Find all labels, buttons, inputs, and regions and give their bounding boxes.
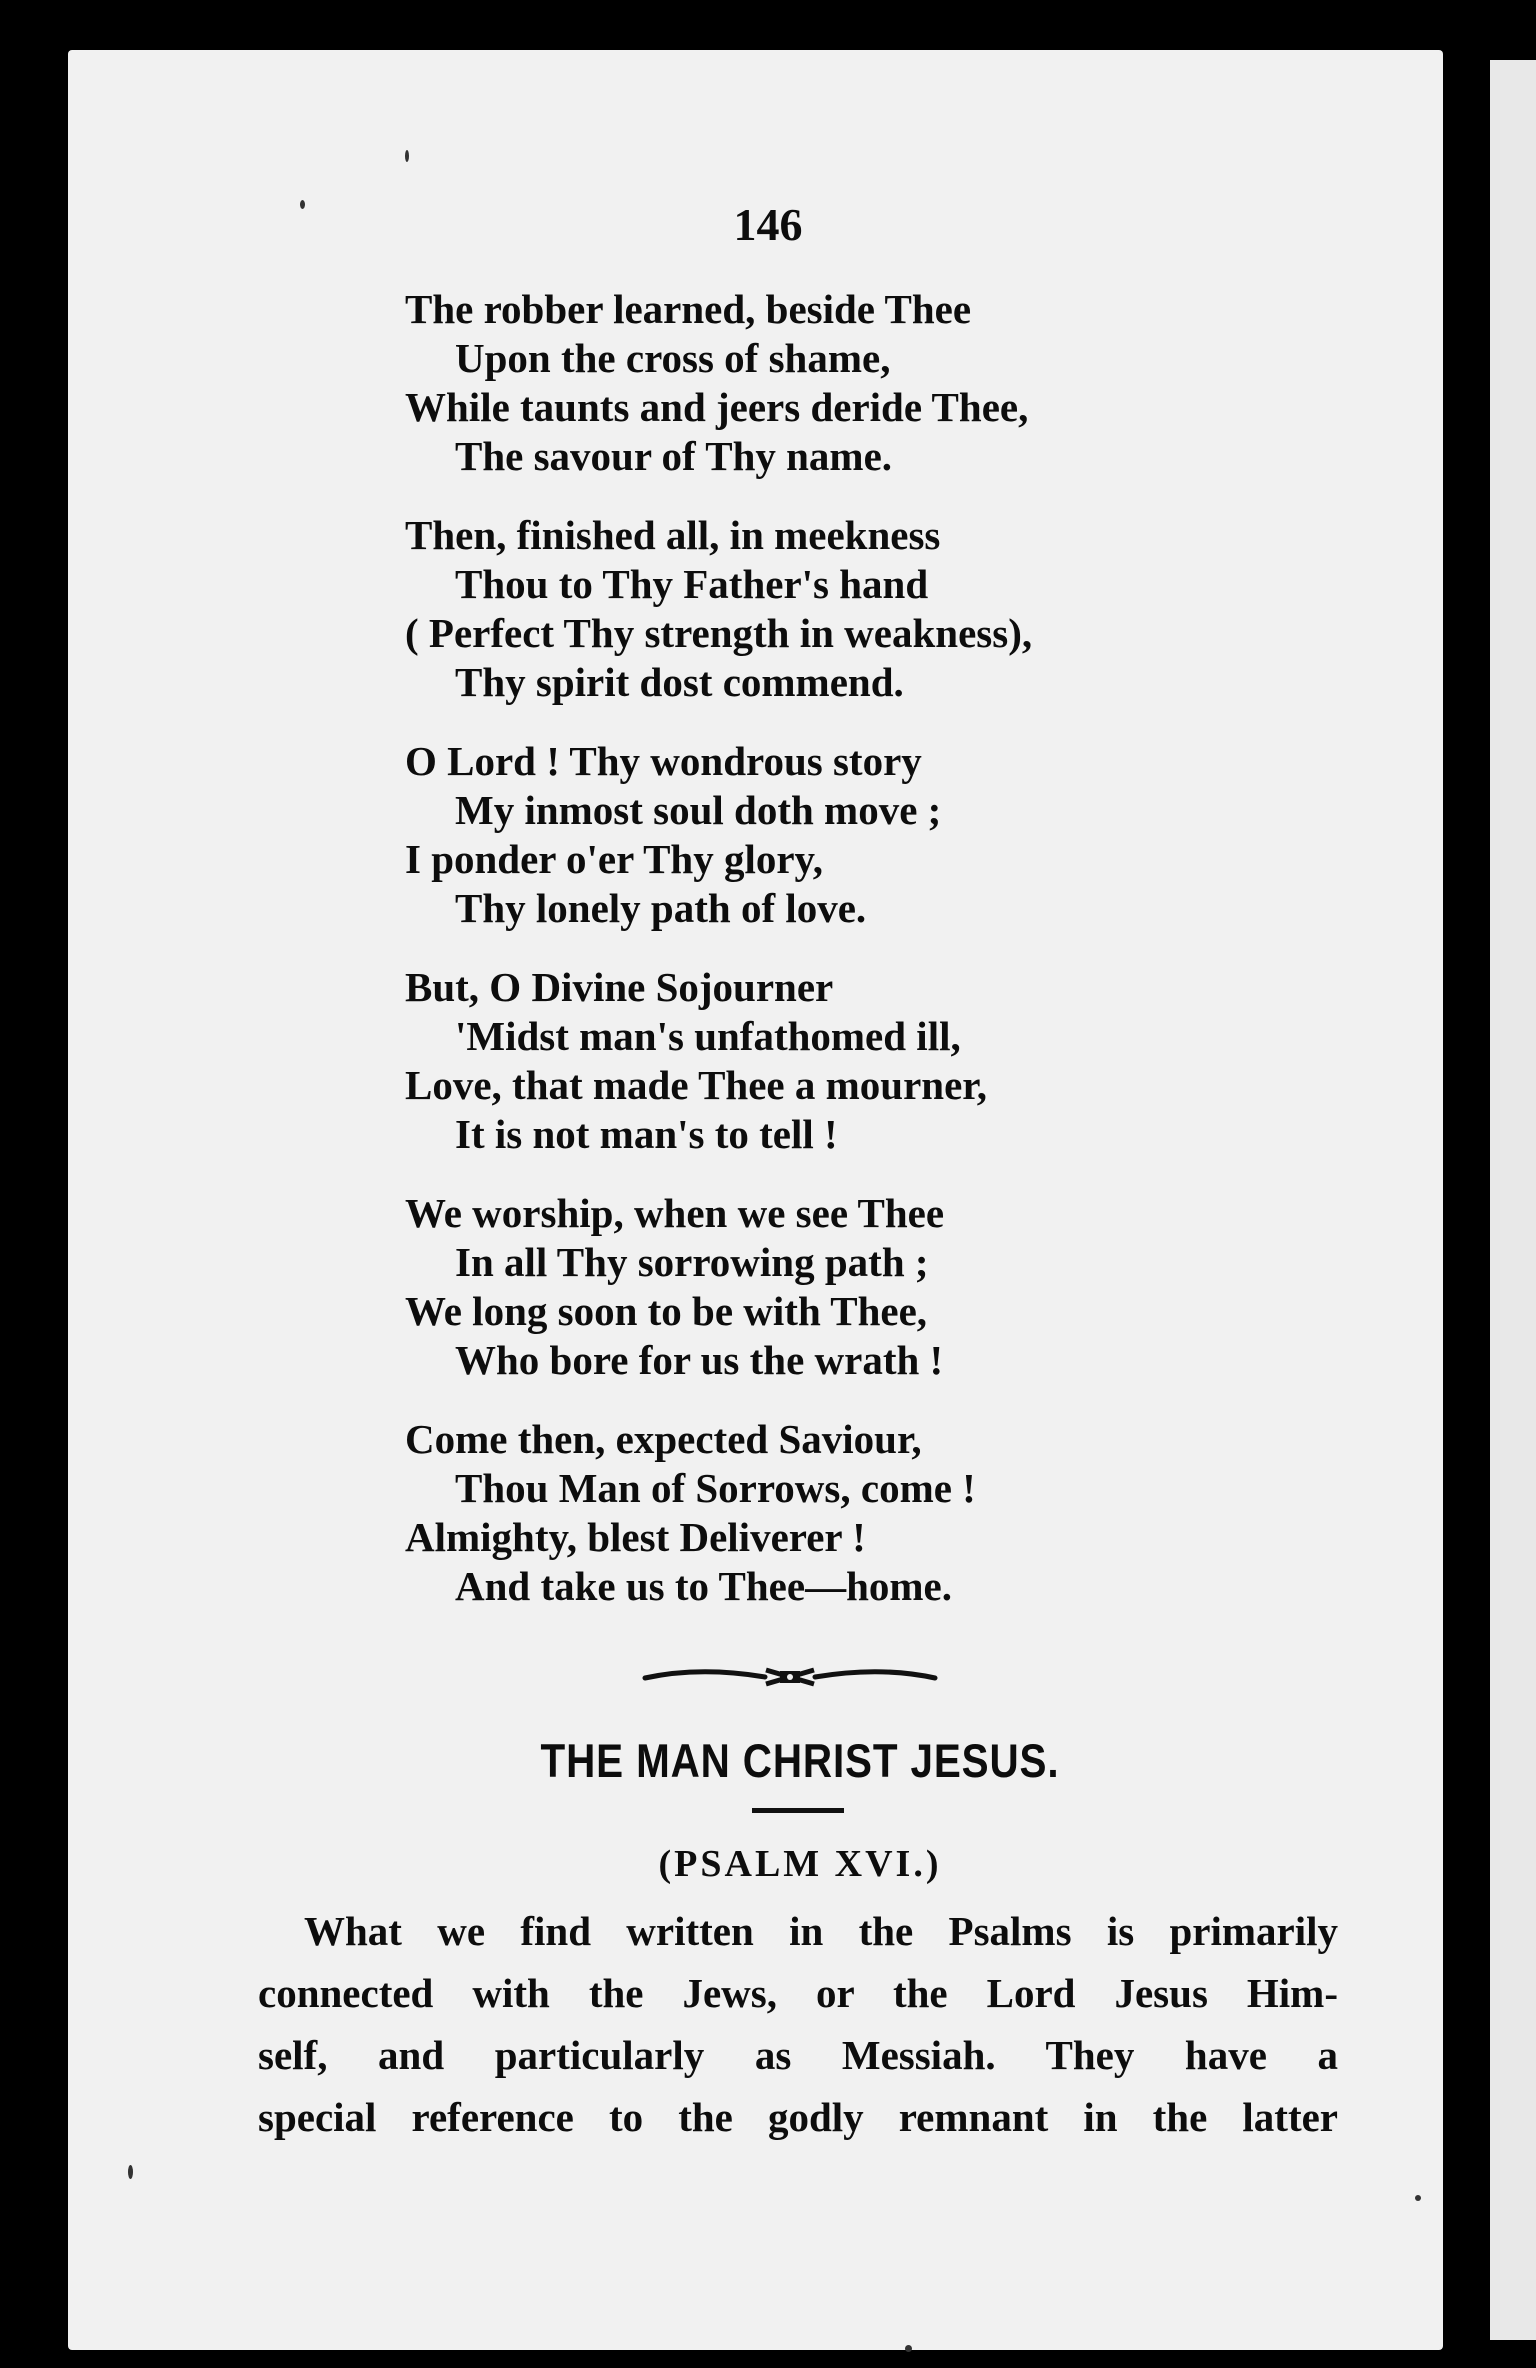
poem-line: Then, finished all, in meekness <box>405 512 941 558</box>
poem-line: The robber learned, beside Thee <box>405 286 972 332</box>
poem-line: And take us to Thee—home. <box>455 1563 952 1609</box>
poem-line: I ponder o'er Thy glory, <box>405 836 824 882</box>
poem-line: We worship, when we see Thee <box>405 1190 945 1236</box>
poem-stanza <box>405 285 1455 481</box>
poem-line: My inmost soul doth move ; <box>455 787 942 833</box>
poem-line: O Lord ! Thy wondrous story <box>405 738 922 784</box>
poem-line: Love, that made Thee a mourner, <box>405 1062 987 1108</box>
poem-line: Almighty, blest Deliverer ! <box>405 1514 866 1560</box>
poem-line: While taunts and jeers deride Thee, <box>405 384 1029 430</box>
poem-line: But, O Divine Sojourner <box>405 964 834 1010</box>
poem-line: Thou to Thy Father's hand <box>455 561 929 607</box>
poem-stanza <box>405 1415 1455 1611</box>
poem-stanza <box>405 511 1455 707</box>
section-title: THE MAN CHRIST JESUS. <box>540 1734 1060 1787</box>
scan-speck <box>405 150 409 162</box>
section-subtitle: (PSALM XVI.) <box>658 1843 942 1885</box>
body-paragraph <box>258 1900 1338 2148</box>
poem-line: Thy spirit dost commend. <box>455 659 904 705</box>
title-underline <box>752 1808 844 1813</box>
poem-line: 'Midst man's unfathomed ill, <box>455 1013 961 1059</box>
facing-page-edge <box>1490 60 1536 2340</box>
poem-line: Who bore for us the wrath ! <box>455 1337 944 1383</box>
poem-line: Thou Man of Sorrows, come ! <box>455 1465 976 1511</box>
body-line: special reference to the godly remnant in the latter <box>258 2094 1338 2140</box>
poem-line: We long soon to be with Thee, <box>405 1288 928 1334</box>
scan-speck <box>905 2345 912 2352</box>
body-line: connected with the Jews, or the Lord Jesus Him- <box>258 1970 1338 2016</box>
poem-line: The savour of Thy name. <box>455 433 893 479</box>
poem-stanza <box>405 1189 1455 1385</box>
poem-line: ( Perfect Thy strength in weakness), <box>405 610 1033 656</box>
ornament-icon <box>640 1662 940 1692</box>
poem-line: Come then, expected Saviour, <box>405 1416 922 1462</box>
poem-line: Thy lonely path of love. <box>455 885 867 931</box>
body-line: self, and particularly as Messiah. They have a <box>258 2032 1338 2078</box>
page-number: 146 <box>733 199 803 250</box>
poem-line: It is not man's to tell ! <box>455 1111 838 1157</box>
scan-speck <box>1415 2195 1421 2201</box>
scan-speck <box>128 2165 133 2179</box>
poem-stanza <box>405 737 1455 933</box>
body-line: What we find written in the Psalms is primarily <box>304 1908 1338 1954</box>
poem <box>405 285 1455 1641</box>
poem-stanza <box>405 963 1455 1159</box>
poem-line: Upon the cross of shame, <box>455 335 891 381</box>
poem-line: In all Thy sorrowing path ; <box>455 1239 929 1285</box>
